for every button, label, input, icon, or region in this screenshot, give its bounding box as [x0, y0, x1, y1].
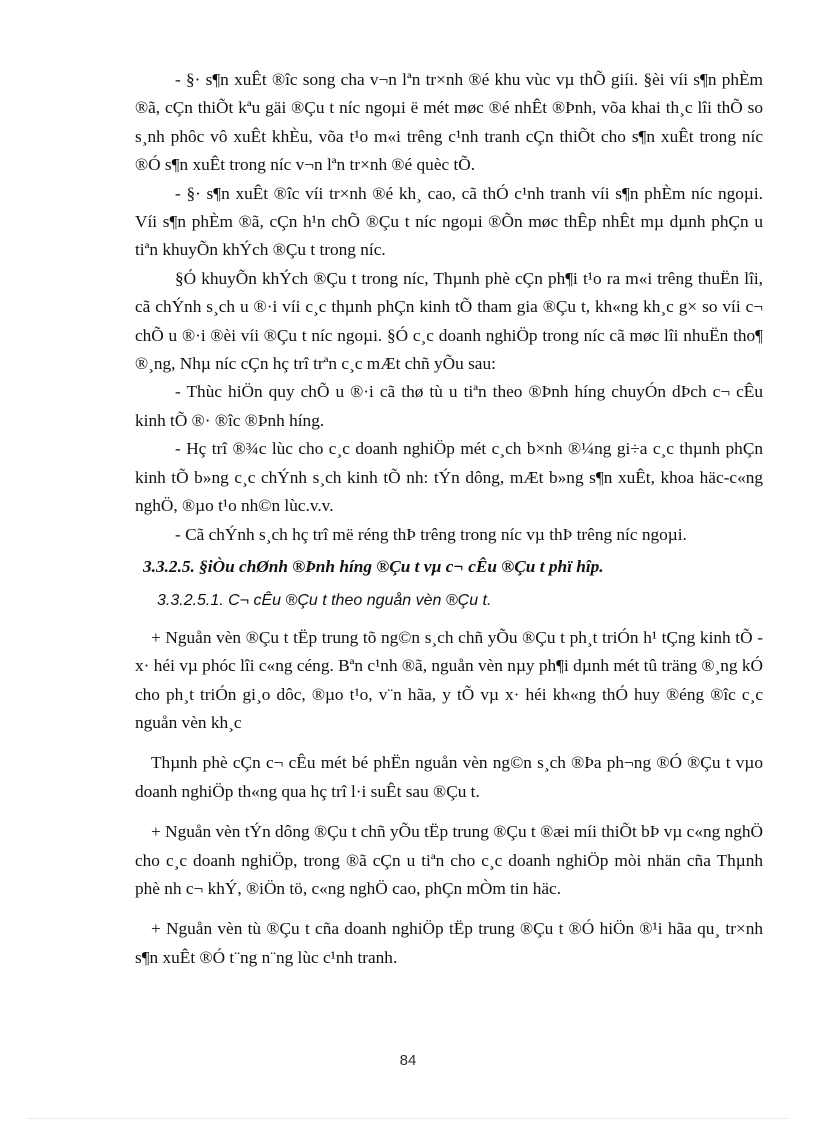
paragraph-budget-capital: + Nguån vèn ®Çu t tËp trung tõ ng©n s¸ch chñ yÕu ®Çu t ph¸t triÓn h¹ tÇng kinh tÕ - x· héi vµ phóc lîi c«ng céng. Bªn c¹nh ®ã, nguån vèn nµy ph¶i dµnh mét tû träng ®¸ng kÓ cho ph¸t triÓn gi¸o dôc, ®µo t¹o, v¨n hãa, y tÕ vµ x· héi kh«ng thÓ huy ®éng ®îc c¸c nguån vèn kh¸c — [135, 627, 763, 732]
subsection-heading: 3.3.2.5.1. C¬ cÊu ®Çu t theo nguån vèn ®Çu t. — [157, 592, 492, 610]
page-bottom-border — [28, 1118, 788, 1119]
paragraph-preferential-regulations: - Thùc hiÖn quy chÕ u ®·i cã thø tù u tiªn theo ®Þnh híng chuyÓn dÞch c¬ cÊu kinh tÕ ®· ®îc ®Þnh híng. — [135, 382, 763, 430]
paragraph-high-level-production: - §· s¶n xuÊt ®îc víi tr×nh ®é kh¸ cao, cã thÓ c¹nh tranh víi s¶n phÈm níc ngoµi. Víi s¶n phÈm ®ã, cÇn h¹n chÕ ®Çu t níc ngoµi ®Õn møc thÊp nhÊt mµ dµnh phÇn u tiªn khuyÕn khÝch ®Çu t trong níc. — [135, 183, 763, 260]
paragraph-city-budget-structure: Thµnh phè cÇn c¬ cÊu mét bé phËn nguån vèn ng©n s¸ch ®Þa ph¬ng ®Ó ®Çu t vµo doanh nghiÖp th«ng qua hç trî l·i suÊt sau ®Çu t. — [135, 753, 763, 801]
document-body — [135, 66, 763, 984]
paragraph-market-expansion: - Cã chÝnh s¸ch hç trî më réng thÞ trêng trong níc vµ thÞ trêng níc ngoµi. — [175, 524, 687, 544]
paragraph-domestic-investment-incentives: §Ó khuyÕn khÝch ®Çu t trong níc, Thµnh phè cÇn ph¶i t¹o ra m«i trêng thuËn lîi, cã chÝnh s¸ch u ®·i víi c¸c thµnh phÇn kinh tÕ tham gia ®Çu t, kh«ng kh¸c g× so víi c¬ chÕ u ®·i ®èi víi ®Çu t níc ngoµi. §Ó c¸c doanh nghiÖp trong níc cã møc lîi nhuËn tho¶ ®¸ng, Nhµ níc cÇn hç trî trªn c¸c mÆt chñ yÕu sau: — [135, 268, 763, 374]
paragraph-enterprise-support: - Hç trî ®¾c lùc cho c¸c doanh nghiÖp mét c¸ch b×nh ®¼ng gi÷a c¸c thµnh phÇn kinh tÕ b»ng c¸c chÝnh s¸ch kinh tÕ nh: tÝn dông, mÆt b»ng s¶n xuÊt, khoa häc-c«ng nghÖ, ®µo t¹o nh©n lùc.v.v. — [135, 439, 763, 516]
paragraph-credit-capital: + Nguån vèn tÝn dông ®Çu t chñ yÕu tËp trung ®Çu t ®æi míi thiÕt bÞ vµ c«ng nghÖ cho c¸c doanh nghiÖp, trong ®ã cÇn u tiªn cho c¸c doanh nghiÖp mòi nhän cña Thµnh phè nh c¬ khÝ, ®iÖn tö, c«ng nghÖ cao, phÇn mÒm tin häc. — [135, 822, 763, 898]
page-number: 84 — [399, 1052, 417, 1069]
paragraph-domestic-production-level: - §· s¶n xuÊt ®îc song cha v¬n lªn tr×nh ®é khu vùc vµ thÕ giíi. §èi víi s¶n phÈm ®ã, cÇn thiÕt kªu gäi ®Çu t níc ngoµi ë mét møc ®é nhÊt ®Þnh, võa khai th¸c lîi thÕ so s¸nh phôc vô xuÊt khÈu, võa t¹o m«i trêng c¹nh tranh cÇn thiÕt cho s¶n xuÊt trong níc ®Ó s¶n xuÊt trong níc v¬n lªn tr×nh ®é quèc tÕ. — [135, 70, 763, 175]
paragraph-self-investment: + Nguån vèn tù ®Çu t cña doanh nghiÖp tËp trung ®Çu t ®Ó hiÖn ®¹i hãa qu¸ tr×nh s¶n xuÊt ®Ó t¨ng n¨ng lùc c¹nh tranh. — [135, 919, 763, 967]
section-heading: 3.3.2.5. §iÒu chØnh ®Þnh híng ®Çu t vµ c¬ cÊu ®Çu t phï hîp. — [143, 556, 604, 576]
